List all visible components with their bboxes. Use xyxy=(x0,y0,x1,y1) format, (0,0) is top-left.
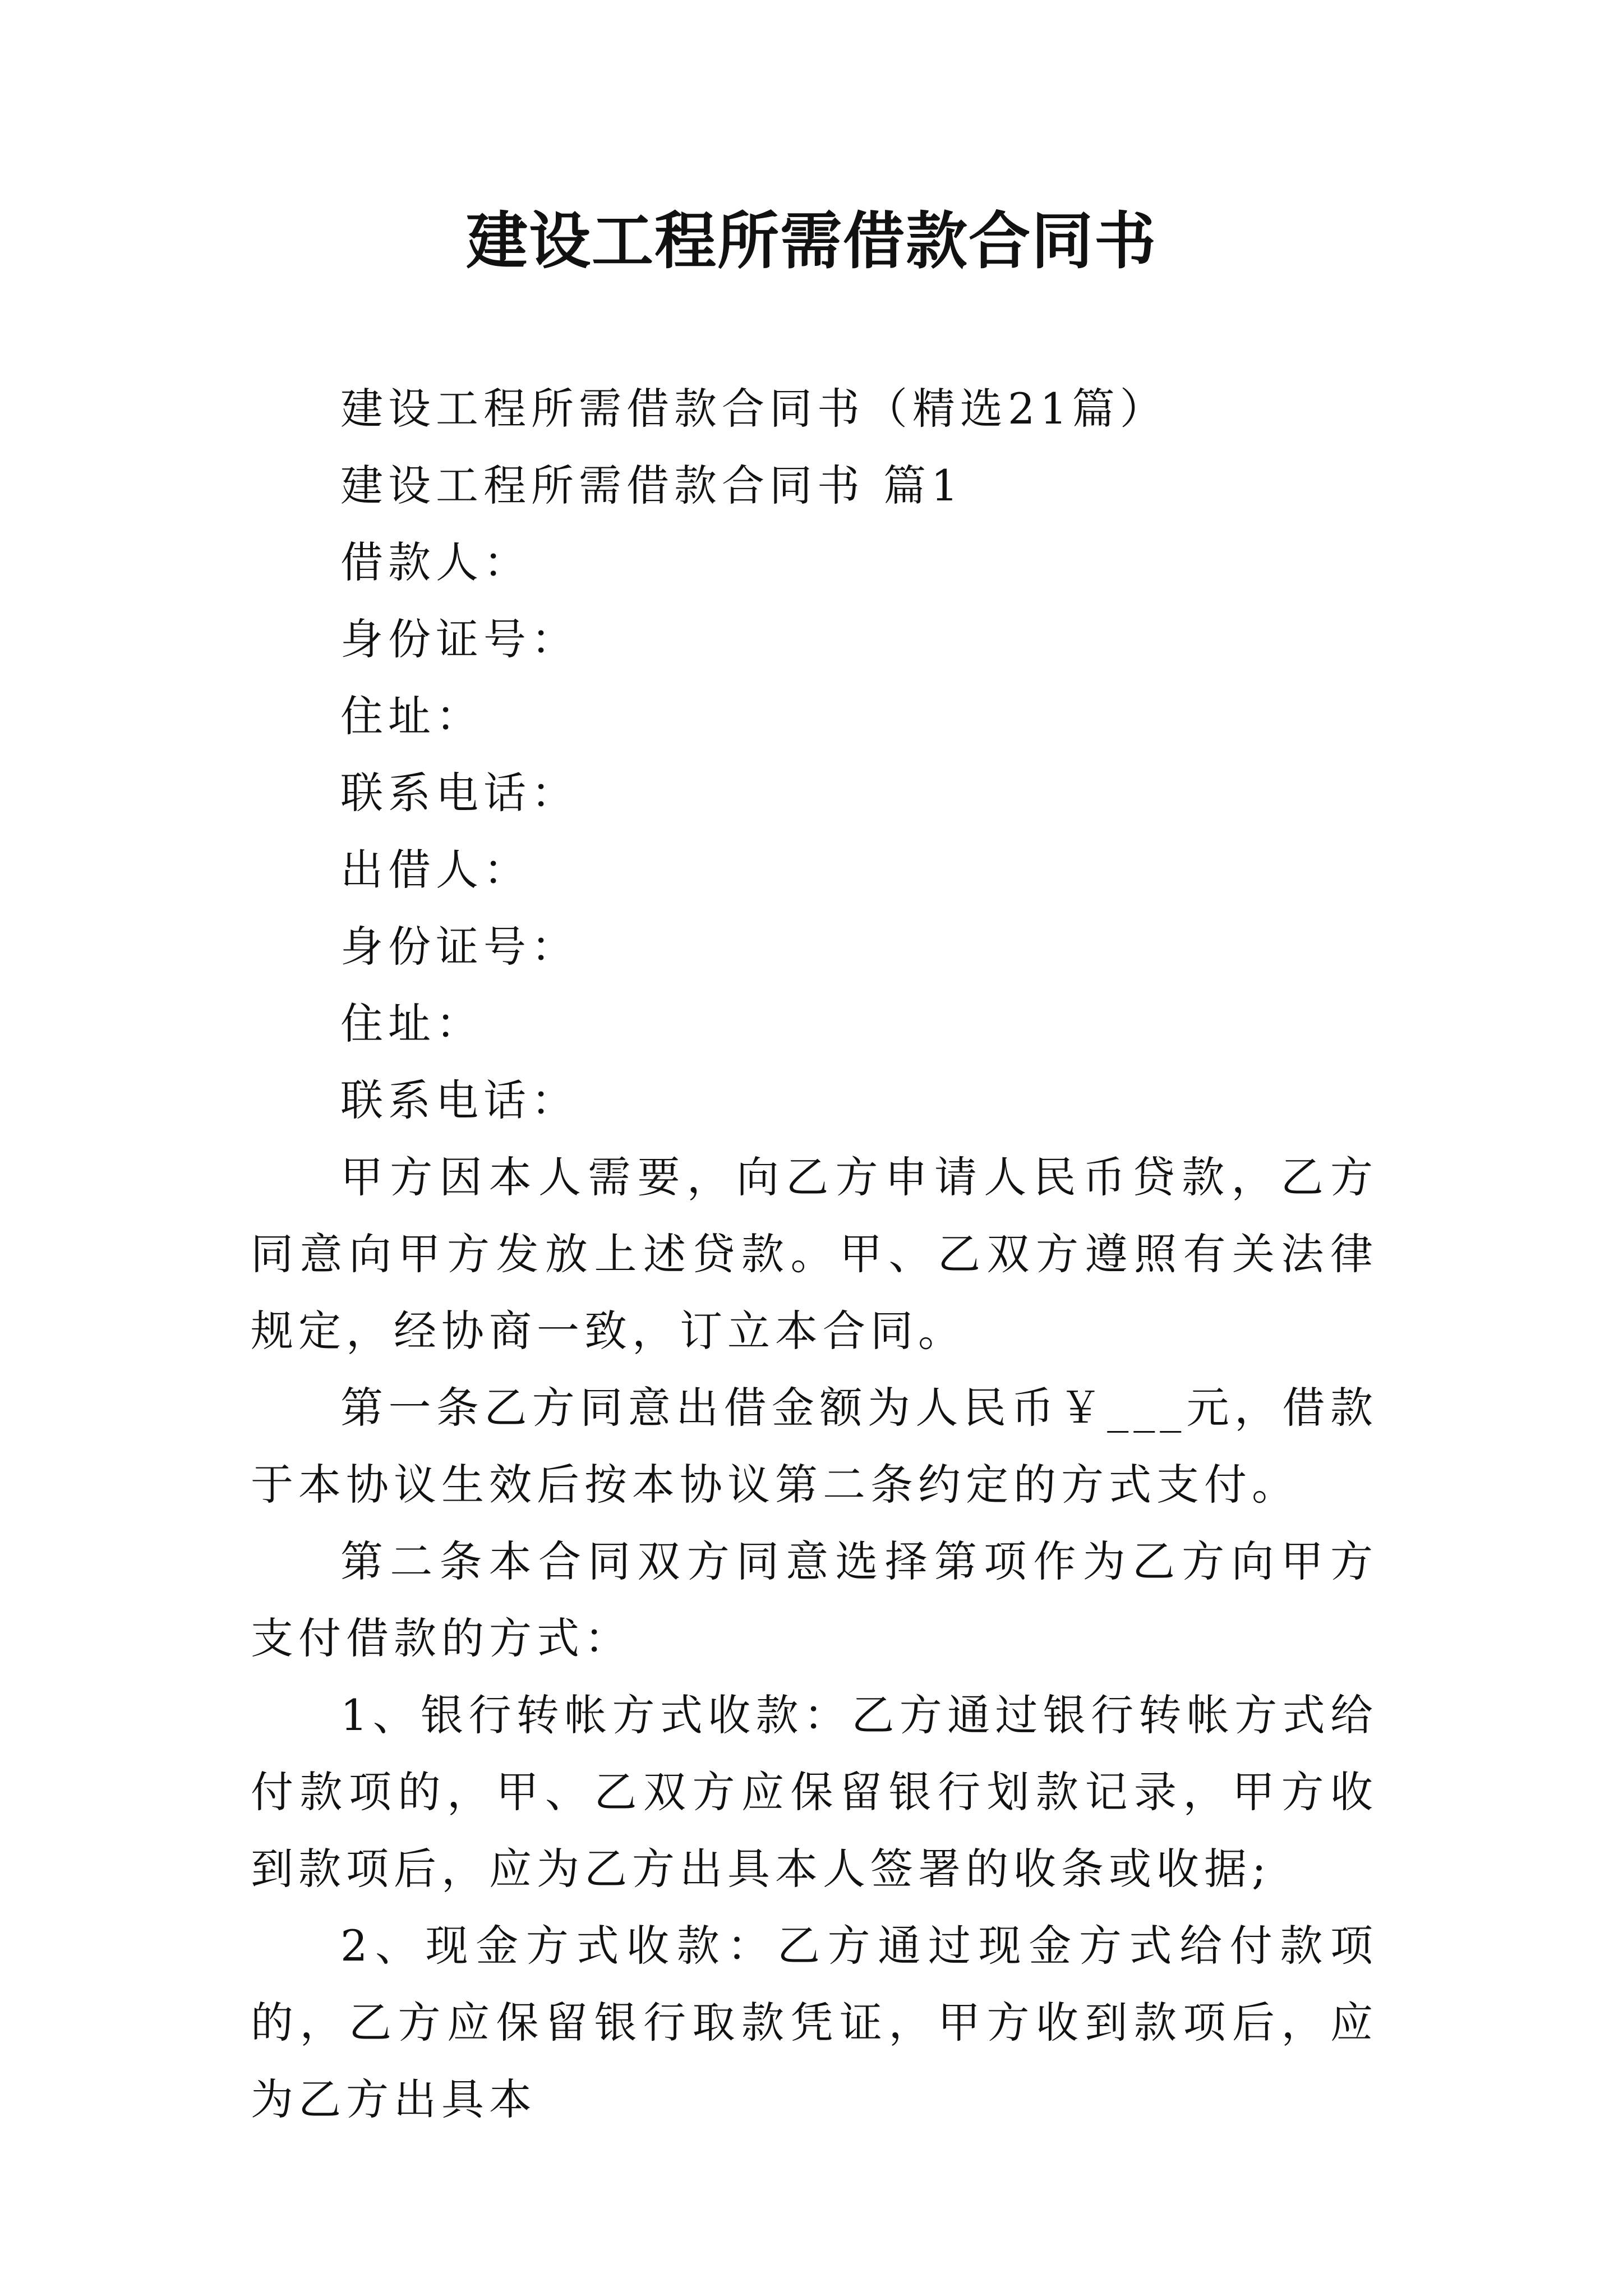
subtitle-paragraph: 建设工程所需借款合同书（精选21篇） xyxy=(340,384,1168,434)
lender-phone-field: 联系电话： xyxy=(340,1075,579,1125)
borrower-id-field: 身份证号： xyxy=(340,614,579,664)
lender-field: 出借人： xyxy=(340,845,531,895)
document-title: 建设工程所需借款合同书 xyxy=(466,205,1157,277)
cash-payment-paragraph: 2、现金方式收款：乙方通过现金方式给付款项的，乙方应保留银行取款凭证，甲方收到款项后，应为乙方出具本 xyxy=(251,1921,1378,2124)
section-heading: 建设工程所需借款合同书 篇1 xyxy=(340,461,963,510)
document-body xyxy=(251,370,1378,2138)
borrower-phone-field: 联系电话： xyxy=(340,768,579,818)
bank-transfer-paragraph: 1、银行转帐方式收款：乙方通过银行转帐方式给付款项的，甲、乙双方应保留银行划款记录，甲方收到款项后，应为乙方出具本人签署的收条或收据; xyxy=(251,1690,1378,1894)
lender-address-field: 住址： xyxy=(340,999,483,1048)
borrower-field: 借款人： xyxy=(340,537,531,587)
article-2-paragraph: 第二条本合同双方同意选择第项作为乙方向甲方支付借款的方式： xyxy=(251,1536,1378,1663)
article-1-paragraph: 第一条乙方同意出借金额为人民币￥___元，借款于本协议生效后按本协议第二条约定的方式支付。 xyxy=(251,1383,1378,1510)
lender-id-field: 身份证号： xyxy=(340,922,579,972)
borrower-address-field: 住址： xyxy=(340,691,483,741)
preamble-paragraph: 甲方因本人需要，向乙方申请人民币贷款，乙方同意向甲方发放上述贷款。甲、乙双方遵照有关法律规定，经协商一致，订立本合同。 xyxy=(251,1152,1378,1356)
